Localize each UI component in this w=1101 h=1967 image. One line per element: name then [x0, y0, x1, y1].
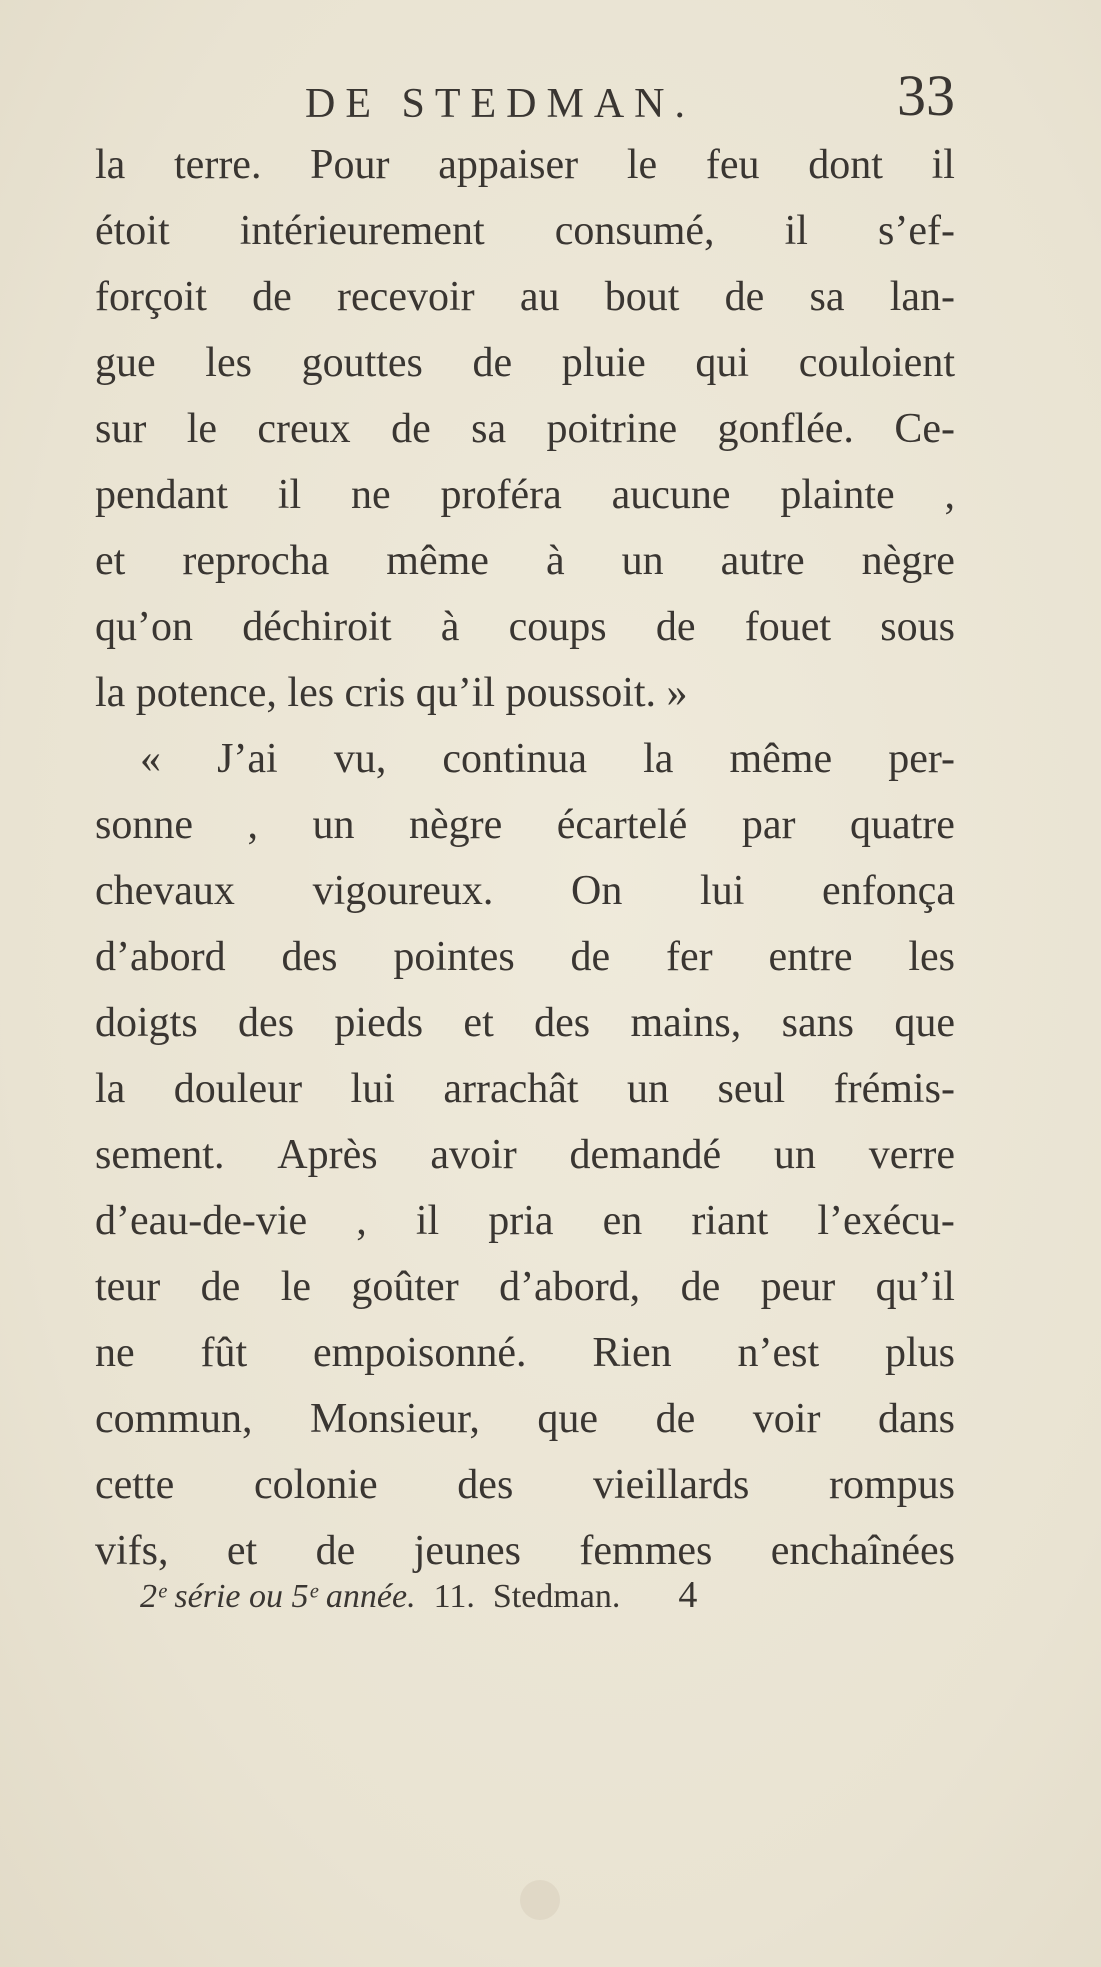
signature-mark: 4	[678, 1574, 698, 1616]
page-footer	[140, 1573, 880, 1617]
text-line: sonne , un nègre écartelé par quatre	[95, 802, 955, 848]
text-line: pendant il ne proféra aucune plainte ,	[95, 472, 955, 518]
text-line: sement. Après avoir demandé un verre	[95, 1132, 955, 1178]
text-line: « J’ai vu, continua la même per-	[140, 736, 955, 782]
footer-title: Stedman.	[492, 1578, 621, 1615]
text-line: la douleur lui arrachât un seul frémis-	[95, 1066, 955, 1112]
text-line: doigts des pieds et des mains, sans que	[95, 1000, 955, 1046]
text-line: chevaux vigoureux. On lui enfonça	[95, 868, 955, 914]
body-text	[95, 132, 955, 1584]
text-line: et reprocha même à un autre nègre	[95, 538, 955, 584]
text-line: étoit intérieurement consumé, il s’ef-	[95, 208, 955, 254]
text-line: vifs, et de jeunes femmes enchaînées	[95, 1528, 955, 1574]
volume-number: 11.	[433, 1578, 475, 1615]
text-line: gue les gouttes de pluie qui couloient	[95, 340, 955, 386]
page-number: 33	[897, 63, 955, 128]
page-header	[95, 62, 955, 132]
text-line: qu’on déchiroit à coups de fouet sous	[95, 604, 955, 650]
paper-stain	[520, 1880, 560, 1920]
text-line: cette colonie des vieillards rompus	[95, 1462, 955, 1508]
text-line: la terre. Pour appaiser le feu dont il	[95, 142, 955, 188]
text-line: commun, Monsieur, que de voir dans	[95, 1396, 955, 1442]
text-line: ne fût empoisonné. Rien n’est plus	[95, 1330, 955, 1376]
text-line: d’abord des pointes de fer entre les	[95, 934, 955, 980]
series-note: 2ᵉ série ou 5ᵉ année.	[140, 1578, 416, 1615]
text-line: teur de le goûter d’abord, de peur qu’il	[95, 1264, 955, 1310]
text-line: la potence, les cris qu’il poussoit. »	[95, 670, 688, 716]
running-title: DE STEDMAN.	[305, 81, 695, 127]
text-line: d’eau-de-vie , il pria en riant l’exécu-	[95, 1198, 955, 1244]
text-line: sur le creux de sa poitrine gonflée. Ce-	[95, 406, 955, 452]
text-line: forçoit de recevoir au bout de sa lan-	[95, 274, 955, 320]
